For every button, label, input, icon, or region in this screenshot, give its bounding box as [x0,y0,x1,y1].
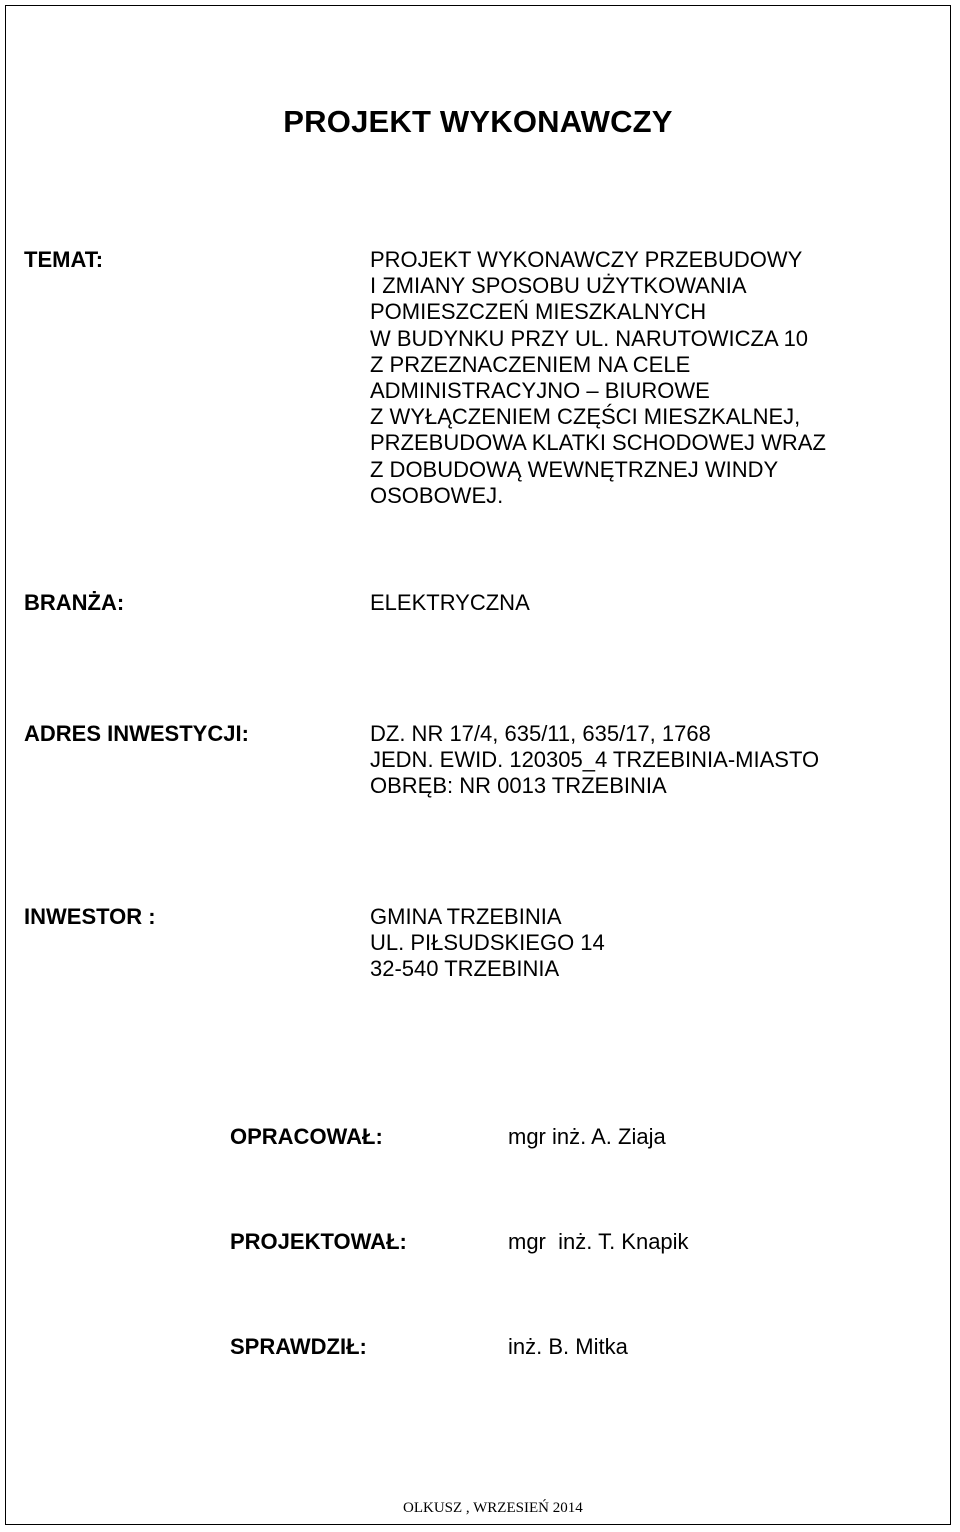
inwestor-value [370,904,605,983]
temat-line: Z PRZEZNACZENIEM NA CELE [370,351,691,377]
footer-place-date: OLKUSZ , WRZESIEŃ 2014 [403,1500,583,1516]
adres-line: JEDN. EWID. 120305_4 TRZEBINIA-MIASTO [370,747,820,773]
adres-line: OBRĘB: NR 0013 TRZEBINIA [370,773,667,799]
opracowal-label: OPRACOWAŁ: [230,1124,383,1149]
opracowal-value: mgr inż. A. Ziaja [508,1124,666,1149]
sprawdzil-label: SPRAWDZIŁ: [230,1334,367,1359]
temat-line: Z WYŁĄCZENIEM CZĘŚCI MIESZKALNEJ, [370,404,801,430]
projektowal-value: mgr inż. T. Knapik [508,1229,689,1254]
temat-label: TEMAT: [24,247,104,272]
inwestor-label: INWESTOR : [24,904,156,929]
adres-line: DZ. NR 17/4, 635/11, 635/17, 1768 [370,721,711,746]
inwestor-line: GMINA TRZEBINIA [370,904,562,929]
temat-line: PRZEBUDOWA KLATKI SCHODOWEJ WRAZ [370,430,826,456]
branza-value: ELEKTRYCZNA [370,590,530,615]
adres-label: ADRES INWESTYCJI: [24,721,249,746]
temat-value [370,247,826,509]
document-title: PROJEKT WYKONAWCZY [283,104,673,139]
inwestor-line: 32-540 TRZEBINIA [370,956,560,982]
branza-label: BRANŻA: [24,590,125,615]
temat-line: POMIESZCZEŃ MIESZKALNYCH [370,299,707,325]
temat-line: ADMINISTRACYJNO – BIUROWE [370,377,710,403]
adres-value [370,721,819,800]
temat-line: Z DOBUDOWĄ WEWNĘTRZNEJ WINDY [370,456,779,482]
temat-line: I ZMIANY SPOSOBU UŻYTKOWANIA [370,273,747,299]
temat-line: W BUDYNKU PRZY UL. NARUTOWICZA 10 [370,325,809,351]
sprawdzil-value: inż. B. Mitka [508,1334,628,1359]
projektowal-label: PROJEKTOWAŁ: [230,1229,407,1254]
inwestor-line: UL. PIŁSUDSKIEGO 14 [370,930,605,956]
temat-line: OSOBOWEJ. [370,482,504,508]
temat-line: PROJEKT WYKONAWCZY PRZEBUDOWY [370,247,803,272]
